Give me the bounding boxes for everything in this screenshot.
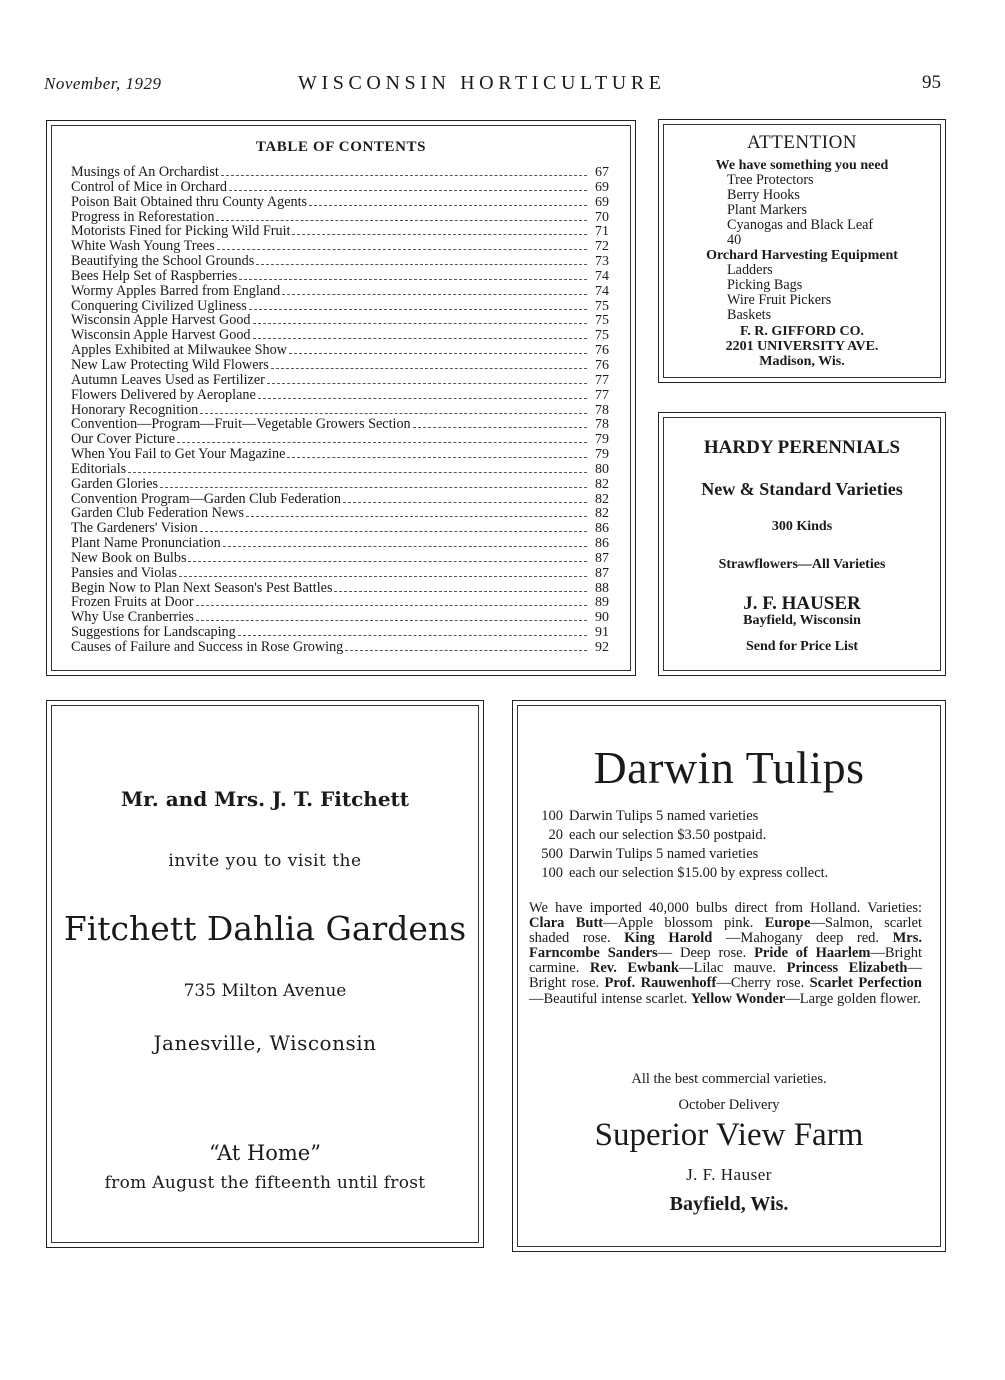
toc-entry-title: The Gardeners' Vision bbox=[71, 520, 198, 537]
table-of-contents bbox=[46, 120, 636, 676]
fitchett-ad bbox=[46, 700, 484, 1248]
toc-dot-leader bbox=[179, 576, 587, 577]
toc-dot-leader bbox=[229, 190, 587, 191]
perennials-subheading: New & Standard Varieties bbox=[701, 479, 903, 499]
page-number: 95 bbox=[922, 72, 941, 93]
attention-item: Plant Markers bbox=[727, 202, 807, 218]
toc-entry-title: Causes of Failure and Success in Rose Growing bbox=[71, 639, 344, 655]
toc-entry-page: 78 bbox=[595, 402, 609, 418]
tulips-offer-text: each our selection $15.00 by express collect. bbox=[569, 865, 829, 881]
toc-entry-page: 90 bbox=[595, 610, 609, 626]
toc-dot-leader bbox=[239, 279, 587, 280]
toc-entry bbox=[71, 417, 631, 432]
toc-entry-title: Garden Glories bbox=[71, 475, 159, 492]
tulips-offer-text: Darwin Tulips 5 named varieties bbox=[569, 808, 759, 824]
toc-entry bbox=[71, 239, 631, 254]
toc-entry-page: 69 bbox=[595, 194, 609, 210]
tulips-tagline: All the best commercial varieties. bbox=[631, 1071, 827, 1087]
toc-dot-leader bbox=[334, 591, 587, 592]
tulips-description-text: —Cherry rose. bbox=[716, 975, 810, 992]
attention-subheading: We have something you need bbox=[715, 158, 889, 173]
toc-entry-page: 75 bbox=[595, 298, 609, 314]
tulips-offers bbox=[535, 807, 828, 883]
attention-item: Ladders bbox=[727, 262, 773, 278]
toc-entry bbox=[71, 581, 631, 596]
toc-dot-leader bbox=[246, 516, 587, 517]
toc-entry-title: When You Fail to Get Your Magazine bbox=[71, 446, 286, 463]
toc-entry bbox=[71, 432, 631, 447]
toc-entry-page: 69 bbox=[595, 179, 609, 195]
tulips-variety-name: Europe bbox=[764, 915, 811, 932]
toc-entry-title: Bees Help Set of Raspberries bbox=[71, 267, 238, 284]
toc-entry-title: Autumn Leaves Used as Fertilizer bbox=[71, 371, 265, 388]
toc-dot-leader bbox=[196, 620, 587, 621]
toc-dot-leader bbox=[177, 442, 587, 443]
toc-entry-title: Musings of An Orchardist bbox=[71, 164, 219, 180]
toc-entry bbox=[71, 254, 631, 269]
toc-entry-page: 76 bbox=[595, 343, 609, 359]
attention-items-2 bbox=[727, 263, 831, 323]
perennials-location: Bayfield, Wisconsin bbox=[743, 613, 861, 628]
toc-entry-page: 82 bbox=[595, 506, 609, 522]
toc-entry-page: 74 bbox=[595, 268, 609, 284]
tulips-offer-qty: 100 bbox=[541, 865, 563, 881]
toc-entry bbox=[71, 210, 631, 225]
tulips-variety-name: King Harold bbox=[624, 930, 713, 947]
toc-title: TABLE OF CONTENTS bbox=[255, 139, 427, 155]
toc-entry-page: 91 bbox=[595, 625, 609, 641]
tulips-description-text: —Lilac mauve. bbox=[678, 960, 787, 977]
attention-subheading-2: Orchard Harvesting Equipment bbox=[706, 248, 898, 263]
toc-entry bbox=[71, 343, 631, 358]
toc-entry-title: Our Cover Picture bbox=[71, 431, 176, 448]
toc-entry-title: Suggestions for Landscaping bbox=[71, 624, 236, 641]
fitchett-garden-name: Fitchett Dahlia Gardens bbox=[63, 909, 467, 948]
toc-dot-leader bbox=[345, 650, 587, 651]
toc-dot-leader bbox=[200, 531, 587, 532]
tulips-variety-name: Princess Elizabeth bbox=[786, 960, 908, 977]
fitchett-city: Janesville, Wisconsin bbox=[153, 1031, 377, 1055]
toc-entry-page: 70 bbox=[595, 209, 609, 225]
tulips-delivery: October Delivery bbox=[678, 1097, 780, 1113]
toc-entry-title: Wisconsin Apple Harvest Good bbox=[71, 312, 251, 329]
toc-dot-leader bbox=[200, 413, 587, 414]
toc-dot-leader bbox=[258, 398, 587, 399]
toc-entry bbox=[71, 551, 631, 566]
tulips-offer-line bbox=[535, 826, 828, 845]
tulips-offer-text: each our selection $3.50 postpaid. bbox=[569, 827, 767, 843]
attention-item: Wire Fruit Pickers bbox=[727, 292, 832, 308]
toc-dot-leader bbox=[413, 427, 587, 428]
tulips-variety-name: Rev. Ewbank bbox=[589, 960, 679, 977]
toc-dot-leader bbox=[253, 338, 587, 339]
toc-entry-page: 79 bbox=[595, 432, 609, 448]
toc-dot-leader bbox=[216, 220, 587, 221]
toc-entry-title: Progress in Reforestation bbox=[71, 208, 215, 225]
toc-entry-title: Apples Exhibited at Milwaukee Show bbox=[71, 342, 287, 359]
toc-dot-leader bbox=[287, 457, 587, 458]
toc-entry bbox=[71, 299, 631, 314]
toc-entry bbox=[71, 165, 631, 180]
tulips-description-text: —Mahogany deep red. bbox=[712, 930, 893, 947]
toc-entry-title: Motorists Fined for Picking Wild Fruit bbox=[71, 223, 291, 240]
tulips-description-text: —Large golden flower. bbox=[785, 990, 921, 1007]
perennials-heading: HARDY PERENNIALS bbox=[703, 437, 901, 458]
tulips-description-text: — Deep rose. bbox=[657, 945, 755, 962]
tulips-variety-name: Pride of Haarlem bbox=[754, 945, 871, 962]
toc-entry-page: 79 bbox=[595, 447, 609, 463]
fitchett-at-home: “At Home” bbox=[209, 1141, 321, 1165]
toc-dot-leader bbox=[221, 175, 587, 176]
tulips-offer-qty: 20 bbox=[548, 827, 563, 843]
toc-entry bbox=[71, 625, 631, 640]
fitchett-dates: from August the fifteenth until frost bbox=[104, 1173, 426, 1193]
toc-entry-page: 86 bbox=[595, 521, 609, 537]
toc-entry-title: Beautifying the School Grounds bbox=[71, 253, 255, 270]
toc-entry-page: 77 bbox=[595, 387, 609, 403]
toc-entry bbox=[71, 313, 631, 328]
toc-entry bbox=[71, 180, 631, 195]
attention-company: F. R. GIFFORD CO. bbox=[740, 324, 864, 339]
toc-dot-leader bbox=[292, 234, 587, 235]
tulips-variety-name: Prof. Rauwenhoff bbox=[604, 975, 717, 992]
toc-entry bbox=[71, 403, 631, 418]
toc-entry-title: Honorary Recognition bbox=[71, 401, 199, 418]
tulips-offer-qty: 100 bbox=[541, 808, 563, 824]
attention-items bbox=[727, 173, 873, 248]
attention-item: Berry Hooks bbox=[727, 187, 800, 203]
tulips-description-text: — Bright rose. bbox=[529, 960, 922, 992]
fitchett-hosts: Mr. and Mrs. J. T. Fitchett bbox=[120, 787, 410, 811]
toc-entry bbox=[71, 640, 631, 655]
toc-entry-page: 86 bbox=[595, 536, 609, 552]
tulips-offer-qty: 500 bbox=[541, 846, 563, 862]
toc-entry-page: 82 bbox=[595, 491, 609, 507]
toc-dot-leader bbox=[256, 264, 587, 265]
tulips-offer-text: Darwin Tulips 5 named varieties bbox=[569, 846, 759, 862]
tulips-description-text: —Bright carmine. bbox=[529, 945, 922, 977]
tulips-description-text: —Salmon, scarlet shaded rose. bbox=[529, 915, 922, 947]
fitchett-invite: invite you to visit the bbox=[168, 851, 362, 871]
toc-entry bbox=[71, 284, 631, 299]
toc-entry-page: 73 bbox=[595, 254, 609, 270]
toc-entry-title: Pansies and Violas bbox=[71, 564, 178, 581]
attention-address: 2201 UNIVERSITY AVE. bbox=[725, 339, 879, 354]
toc-entry-title: Convention—Program—Fruit—Vegetable Growers Section bbox=[71, 416, 411, 433]
toc-dot-leader bbox=[282, 294, 587, 295]
toc-entry-title: Control of Mice in Orchard bbox=[71, 178, 228, 195]
fitchett-street: 735 Milton Avenue bbox=[183, 981, 347, 1001]
toc-entry-title: Begin Now to Plan Next Season's Pest Battles bbox=[71, 579, 333, 596]
toc-entry-page: 89 bbox=[595, 595, 609, 611]
perennials-strawflowers: Strawflowers—All Varieties bbox=[718, 557, 886, 572]
toc-entry bbox=[71, 492, 631, 507]
toc-dot-leader bbox=[217, 249, 587, 250]
perennials-kinds: 300 Kinds bbox=[771, 519, 833, 534]
perennials-seller: J. F. HAUSER bbox=[743, 593, 861, 614]
toc-dot-leader bbox=[267, 383, 587, 384]
toc-entry-title: New Law Protecting Wild Flowers bbox=[71, 356, 269, 373]
toc-dot-leader bbox=[271, 368, 587, 369]
toc-entry-title: Editorials bbox=[71, 460, 127, 477]
toc-entry-title: White Wash Young Trees bbox=[71, 238, 215, 255]
toc-entry bbox=[71, 224, 631, 239]
attention-item: 40 bbox=[727, 232, 742, 248]
toc-entry-title: Why Use Cranberries bbox=[71, 609, 194, 626]
toc-list bbox=[71, 165, 631, 655]
toc-entry bbox=[71, 358, 631, 373]
toc-entry bbox=[71, 462, 631, 477]
toc-dot-leader bbox=[128, 472, 587, 473]
toc-dot-leader bbox=[343, 502, 587, 503]
toc-entry bbox=[71, 373, 631, 388]
toc-entry-page: 75 bbox=[595, 313, 609, 329]
toc-entry-page: 80 bbox=[595, 461, 609, 477]
issue-date: November, 1929 bbox=[44, 74, 162, 93]
toc-entry-page: 77 bbox=[595, 372, 609, 388]
toc-entry-title: Poison Bait Obtained thru County Agents bbox=[71, 193, 308, 210]
tulips-variety-name: Yellow Wonder bbox=[690, 990, 786, 1007]
toc-entry-page: 78 bbox=[595, 417, 609, 433]
toc-entry-title: Frozen Fruits at Door bbox=[71, 594, 194, 611]
toc-entry bbox=[71, 195, 631, 210]
toc-dot-leader bbox=[309, 205, 587, 206]
toc-entry bbox=[71, 521, 631, 536]
perennials-cta: Send for Price List bbox=[745, 639, 859, 654]
toc-entry-title: Wormy Apples Barred from England bbox=[71, 282, 281, 299]
toc-entry-page: 72 bbox=[595, 239, 609, 255]
attention-company-block bbox=[659, 324, 945, 369]
toc-entry bbox=[71, 269, 631, 284]
toc-entry-page: 75 bbox=[595, 328, 609, 344]
toc-entry bbox=[71, 610, 631, 625]
toc-entry-page: 87 bbox=[595, 565, 609, 581]
toc-dot-leader bbox=[160, 487, 587, 488]
toc-entry-page: 88 bbox=[595, 580, 609, 596]
tulips-variety-name: Clara Butt bbox=[529, 915, 604, 932]
tulips-ad bbox=[512, 700, 946, 1252]
tulips-offer-line bbox=[535, 845, 828, 864]
toc-entry-page: 71 bbox=[595, 224, 609, 240]
attention-city: Madison, Wis. bbox=[759, 354, 845, 369]
toc-entry-title: Plant Name Pronunciation bbox=[71, 535, 221, 552]
tulips-description-text: —Apple blossom pink. bbox=[603, 915, 765, 932]
toc-dot-leader bbox=[196, 605, 587, 606]
toc-entry-title: New Book on Bulbs bbox=[71, 549, 187, 566]
attention-item: Picking Bags bbox=[727, 277, 803, 293]
toc-entry-page: 82 bbox=[595, 476, 609, 492]
journal-title: WISCONSIN HORTICULTURE bbox=[298, 72, 666, 94]
toc-entry-title: Convention Program—Garden Club Federation bbox=[71, 490, 341, 507]
toc-entry bbox=[71, 566, 631, 581]
toc-dot-leader bbox=[249, 309, 587, 310]
attention-item: Cyanogas and Black Leaf bbox=[727, 217, 874, 233]
toc-entry bbox=[71, 506, 631, 521]
toc-dot-leader bbox=[289, 353, 587, 354]
tulips-location: Bayfield, Wis. bbox=[669, 1193, 789, 1215]
tulips-offer-line bbox=[535, 807, 828, 826]
toc-entry bbox=[71, 447, 631, 462]
toc-dot-leader bbox=[238, 635, 587, 636]
toc-entry bbox=[71, 328, 631, 343]
toc-entry-page: 76 bbox=[595, 357, 609, 373]
toc-entry-title: Wisconsin Apple Harvest Good bbox=[71, 327, 251, 344]
attention-item: Tree Protectors bbox=[727, 172, 814, 188]
toc-entry-page: 74 bbox=[595, 283, 609, 299]
toc-entry-title: Conquering Civilized Ugliness bbox=[71, 297, 247, 314]
tulips-owner: J. F. Hauser bbox=[686, 1165, 772, 1184]
toc-dot-leader bbox=[223, 546, 587, 547]
toc-entry-page: 87 bbox=[595, 550, 609, 566]
toc-entry bbox=[71, 477, 631, 492]
toc-dot-leader bbox=[253, 323, 587, 324]
tulips-variety-name: Scarlet Perfection bbox=[809, 975, 922, 992]
toc-entry bbox=[71, 536, 631, 551]
toc-entry-page: 92 bbox=[595, 640, 609, 655]
toc-entry bbox=[71, 388, 631, 403]
tulips-description-text: We have imported 40,000 bulbs direct from Holland. Varieties: bbox=[529, 900, 922, 916]
tulips-farm-name: Superior View Farm bbox=[594, 1117, 864, 1153]
tulips-description-text: —Beautiful intense scarlet. bbox=[529, 990, 691, 1007]
attention-heading: ATTENTION bbox=[746, 132, 858, 153]
toc-entry bbox=[71, 595, 631, 610]
toc-dot-leader bbox=[188, 561, 587, 562]
tulips-description bbox=[529, 901, 922, 1007]
toc-entry-page: 67 bbox=[595, 165, 609, 180]
tulips-title: Darwin Tulips bbox=[593, 742, 865, 793]
tulips-offer-line bbox=[535, 864, 828, 883]
toc-entry-title: Garden Club Federation News bbox=[71, 505, 244, 522]
attention-ad bbox=[658, 119, 946, 383]
perennials-ad bbox=[658, 412, 946, 676]
attention-item: Baskets bbox=[727, 307, 772, 323]
toc-entry-title: Flowers Delivered by Aeroplane bbox=[71, 386, 256, 403]
tulips-variety-name: Mrs. Farncombe Sanders bbox=[529, 930, 922, 962]
